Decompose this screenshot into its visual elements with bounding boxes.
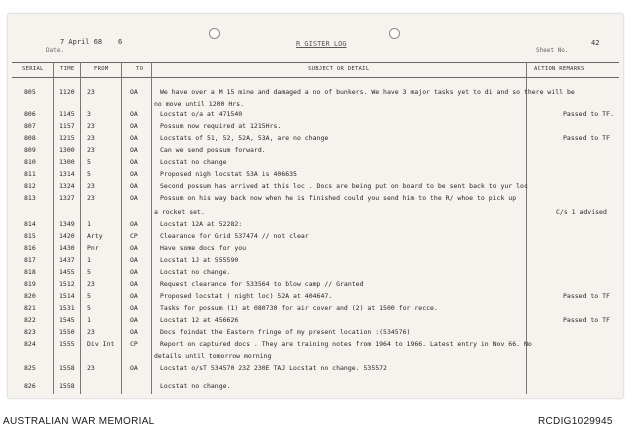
- col-subject: SUBJECT OR DETAIL: [308, 66, 370, 72]
- time-cell: 1550: [59, 328, 75, 336]
- log-row: [12, 170, 619, 181]
- from-cell: 1: [87, 256, 91, 264]
- serial-cell: 824: [24, 340, 36, 348]
- to-cell: OA: [130, 316, 138, 324]
- log-row: [12, 328, 619, 339]
- detail-cell: Locstat 12 at 456626: [160, 316, 239, 324]
- detail-cell: Have some docs for you: [160, 244, 247, 252]
- sheet-label: Sheet No.: [536, 47, 569, 54]
- serial-cell: 808: [24, 134, 36, 142]
- continuation-805: no move until 1200 Hrs.: [154, 100, 245, 108]
- time-cell: 1120: [59, 88, 75, 96]
- continuation-813-action: C/s 1 advised: [556, 208, 607, 216]
- serial-cell: 813: [24, 194, 36, 202]
- from-cell: Arty: [87, 232, 103, 240]
- to-cell: OA: [130, 280, 138, 288]
- log-row: [12, 256, 619, 267]
- to-cell: CP: [130, 232, 138, 240]
- date-label: Date.: [46, 47, 65, 54]
- detail-cell: Possum now required at 1215Hrs.: [160, 122, 282, 130]
- log-row: [12, 88, 619, 99]
- detail-cell: Locstat no change.: [160, 382, 231, 390]
- log-row: [12, 182, 619, 193]
- column-header-row: [12, 62, 619, 78]
- from-cell: Div Int: [87, 340, 115, 348]
- to-cell: OA: [130, 292, 138, 300]
- log-row: [12, 122, 619, 133]
- time-cell: 1545: [59, 316, 75, 324]
- from-cell: 5: [87, 170, 91, 178]
- log-row: [12, 244, 619, 255]
- to-cell: OA: [130, 268, 138, 276]
- action-cell: Passed to TF: [563, 134, 610, 142]
- serial-cell: 806: [24, 110, 36, 118]
- serial-cell: 822: [24, 316, 36, 324]
- from-cell: 5: [87, 158, 91, 166]
- from-cell: Pnr: [87, 244, 99, 252]
- from-cell: 23: [87, 182, 95, 190]
- to-cell: OA: [130, 134, 138, 142]
- log-row: [12, 268, 619, 279]
- time-cell: 1420: [59, 232, 75, 240]
- col-from: FROM: [94, 66, 109, 72]
- from-cell: 23: [87, 364, 95, 372]
- serial-cell: 809: [24, 146, 36, 154]
- from-cell: 23: [87, 146, 95, 154]
- log-row: [12, 134, 619, 145]
- time-cell: 1300: [59, 158, 75, 166]
- serial-cell: 810: [24, 158, 36, 166]
- log-row: [12, 232, 619, 243]
- serial-cell: 823: [24, 328, 36, 336]
- log-title: R GISTER LOG: [296, 40, 347, 48]
- from-cell: 23: [87, 328, 95, 336]
- from-cell: 1: [87, 220, 91, 228]
- to-cell: OA: [130, 328, 138, 336]
- log-row: [12, 220, 619, 231]
- log-row: [12, 292, 619, 303]
- detail-cell: Request clearance for 533564 to blow camp // Granted: [160, 280, 364, 288]
- time-cell: 1215: [59, 134, 75, 142]
- detail-cell: Docs foindat the Eastern fringe of my present location :(534576): [160, 328, 411, 336]
- detail-cell: Report on captured docs . They are training notes from 1964 to 1966. Latest entry in Nov 66. No: [160, 340, 532, 348]
- time-cell: 1455: [59, 268, 75, 276]
- to-cell: OA: [130, 244, 138, 252]
- time-cell: 1512: [59, 280, 75, 288]
- detail-cell: Locstats of 51, 52, 52A, 53A, are no change: [160, 134, 329, 142]
- from-cell: 23: [87, 194, 95, 202]
- col-serial: SERIAL: [22, 66, 44, 72]
- from-cell: 3: [87, 110, 91, 118]
- time-cell: 1531: [59, 304, 75, 312]
- footer-record-id: RCDIG1029945: [538, 416, 613, 427]
- detail-cell: We have over a M 15 mine and damaged a no of bunkers. We have 3 major tasks yet to di and so there will be: [160, 88, 575, 96]
- serial-cell: 807: [24, 122, 36, 130]
- serial-cell: 825: [24, 364, 36, 372]
- from-cell: 5: [87, 304, 91, 312]
- detail-cell: Second possum has arrived at this loc . Docs are being put on board to be sent back to yur loc: [160, 182, 528, 190]
- log-row: [12, 110, 619, 121]
- from-cell: 5: [87, 292, 91, 300]
- time-cell: 1437: [59, 256, 75, 264]
- serial-cell: 812: [24, 182, 36, 190]
- continuation-824: details until tomorrow morning: [154, 352, 272, 360]
- log-row: [12, 146, 619, 157]
- punch-hole-left: [209, 28, 220, 39]
- to-cell: OA: [130, 158, 138, 166]
- detail-cell: Can we send possum forward.: [160, 146, 266, 154]
- from-cell: 5: [87, 268, 91, 276]
- detail-cell: Locstat no change: [160, 158, 227, 166]
- to-cell: OA: [130, 146, 138, 154]
- from-cell: 23: [87, 280, 95, 288]
- time-cell: 1514: [59, 292, 75, 300]
- detail-cell: Possum on his way back now when he is finished could you send him to the R/ whoe to pick up: [160, 194, 517, 202]
- from-cell: 23: [87, 134, 95, 142]
- serial-cell: 805: [24, 88, 36, 96]
- to-cell: OA: [130, 110, 138, 118]
- from-cell: 1: [87, 316, 91, 324]
- continuation-813: a rocket set.: [154, 208, 205, 216]
- time-cell: 1430: [59, 244, 75, 252]
- time-cell: 1324: [59, 182, 75, 190]
- col-to: TO: [136, 66, 144, 72]
- serial-cell: 819: [24, 280, 36, 288]
- detail-cell: Proposed locstat ( night loc) 52A at 404647.: [160, 292, 333, 300]
- detail-cell: Clearance for Grid 537474 // not clear: [160, 232, 309, 240]
- time-cell: 1300: [59, 146, 75, 154]
- to-cell: OA: [130, 220, 138, 228]
- log-row: [12, 304, 619, 315]
- detail-cell: Locstat no change.: [160, 268, 231, 276]
- time-cell: 1145: [59, 110, 75, 118]
- serial-cell: 814: [24, 220, 36, 228]
- log-row: [12, 364, 619, 375]
- log-row: [12, 316, 619, 327]
- col-action: ACTION REMARKS: [534, 66, 585, 72]
- time-cell: 1157: [59, 122, 75, 130]
- serial-cell: 818: [24, 268, 36, 276]
- detail-cell: Locstat 12A at 52282:: [160, 220, 243, 228]
- from-cell: 23: [87, 122, 95, 130]
- to-cell: OA: [130, 256, 138, 264]
- time-cell: 1349: [59, 220, 75, 228]
- log-row: [12, 158, 619, 169]
- detail-cell: Tasks for possum (1) at 080730 for air cover and (2) at 1500 for recce.: [160, 304, 438, 312]
- time-cell: 1327: [59, 194, 75, 202]
- log-sheet: [8, 14, 623, 398]
- log-row: [12, 340, 619, 351]
- detail-cell: Proposed nigh locstat 53A is 406635: [160, 170, 297, 178]
- to-cell: OA: [130, 122, 138, 130]
- log-row: [12, 382, 619, 393]
- detail-cell: Locstat o/a at 471540: [160, 110, 243, 118]
- serial-cell: 815: [24, 232, 36, 240]
- time-cell: 1555: [59, 340, 75, 348]
- serial-cell: 817: [24, 256, 36, 264]
- to-cell: CP: [130, 340, 138, 348]
- serial-cell: 811: [24, 170, 36, 178]
- page-mark: 6: [118, 38, 123, 46]
- serial-cell: 821: [24, 304, 36, 312]
- detail-cell: Locstat 1J at 555590: [160, 256, 239, 264]
- log-row: [12, 280, 619, 291]
- detail-cell: Locstat o/sT 534570 23Z 230E TAJ Locstat no change. 535572: [160, 364, 387, 372]
- from-cell: 23: [87, 88, 95, 96]
- time-cell: 1558: [59, 364, 75, 372]
- serial-cell: 826: [24, 382, 36, 390]
- time-cell: 1314: [59, 170, 75, 178]
- time-cell: 1558: [59, 382, 75, 390]
- action-cell: Passed to TF: [563, 316, 610, 324]
- action-cell: Passed to TF.: [563, 110, 614, 118]
- punch-hole-right: [389, 28, 400, 39]
- to-cell: OA: [130, 182, 138, 190]
- log-row: [12, 194, 619, 205]
- serial-cell: 816: [24, 244, 36, 252]
- to-cell: OA: [130, 194, 138, 202]
- date-value: 7 April 68: [60, 38, 103, 46]
- to-cell: OA: [130, 364, 138, 372]
- col-time: TIME: [60, 66, 75, 72]
- to-cell: OA: [130, 88, 138, 96]
- sheet-number: 42: [591, 39, 600, 47]
- serial-cell: 820: [24, 292, 36, 300]
- footer-source: AUSTRALIAN WAR MEMORIAL: [3, 416, 155, 427]
- to-cell: OA: [130, 304, 138, 312]
- to-cell: OA: [130, 170, 138, 178]
- action-cell: Passed to TF: [563, 292, 610, 300]
